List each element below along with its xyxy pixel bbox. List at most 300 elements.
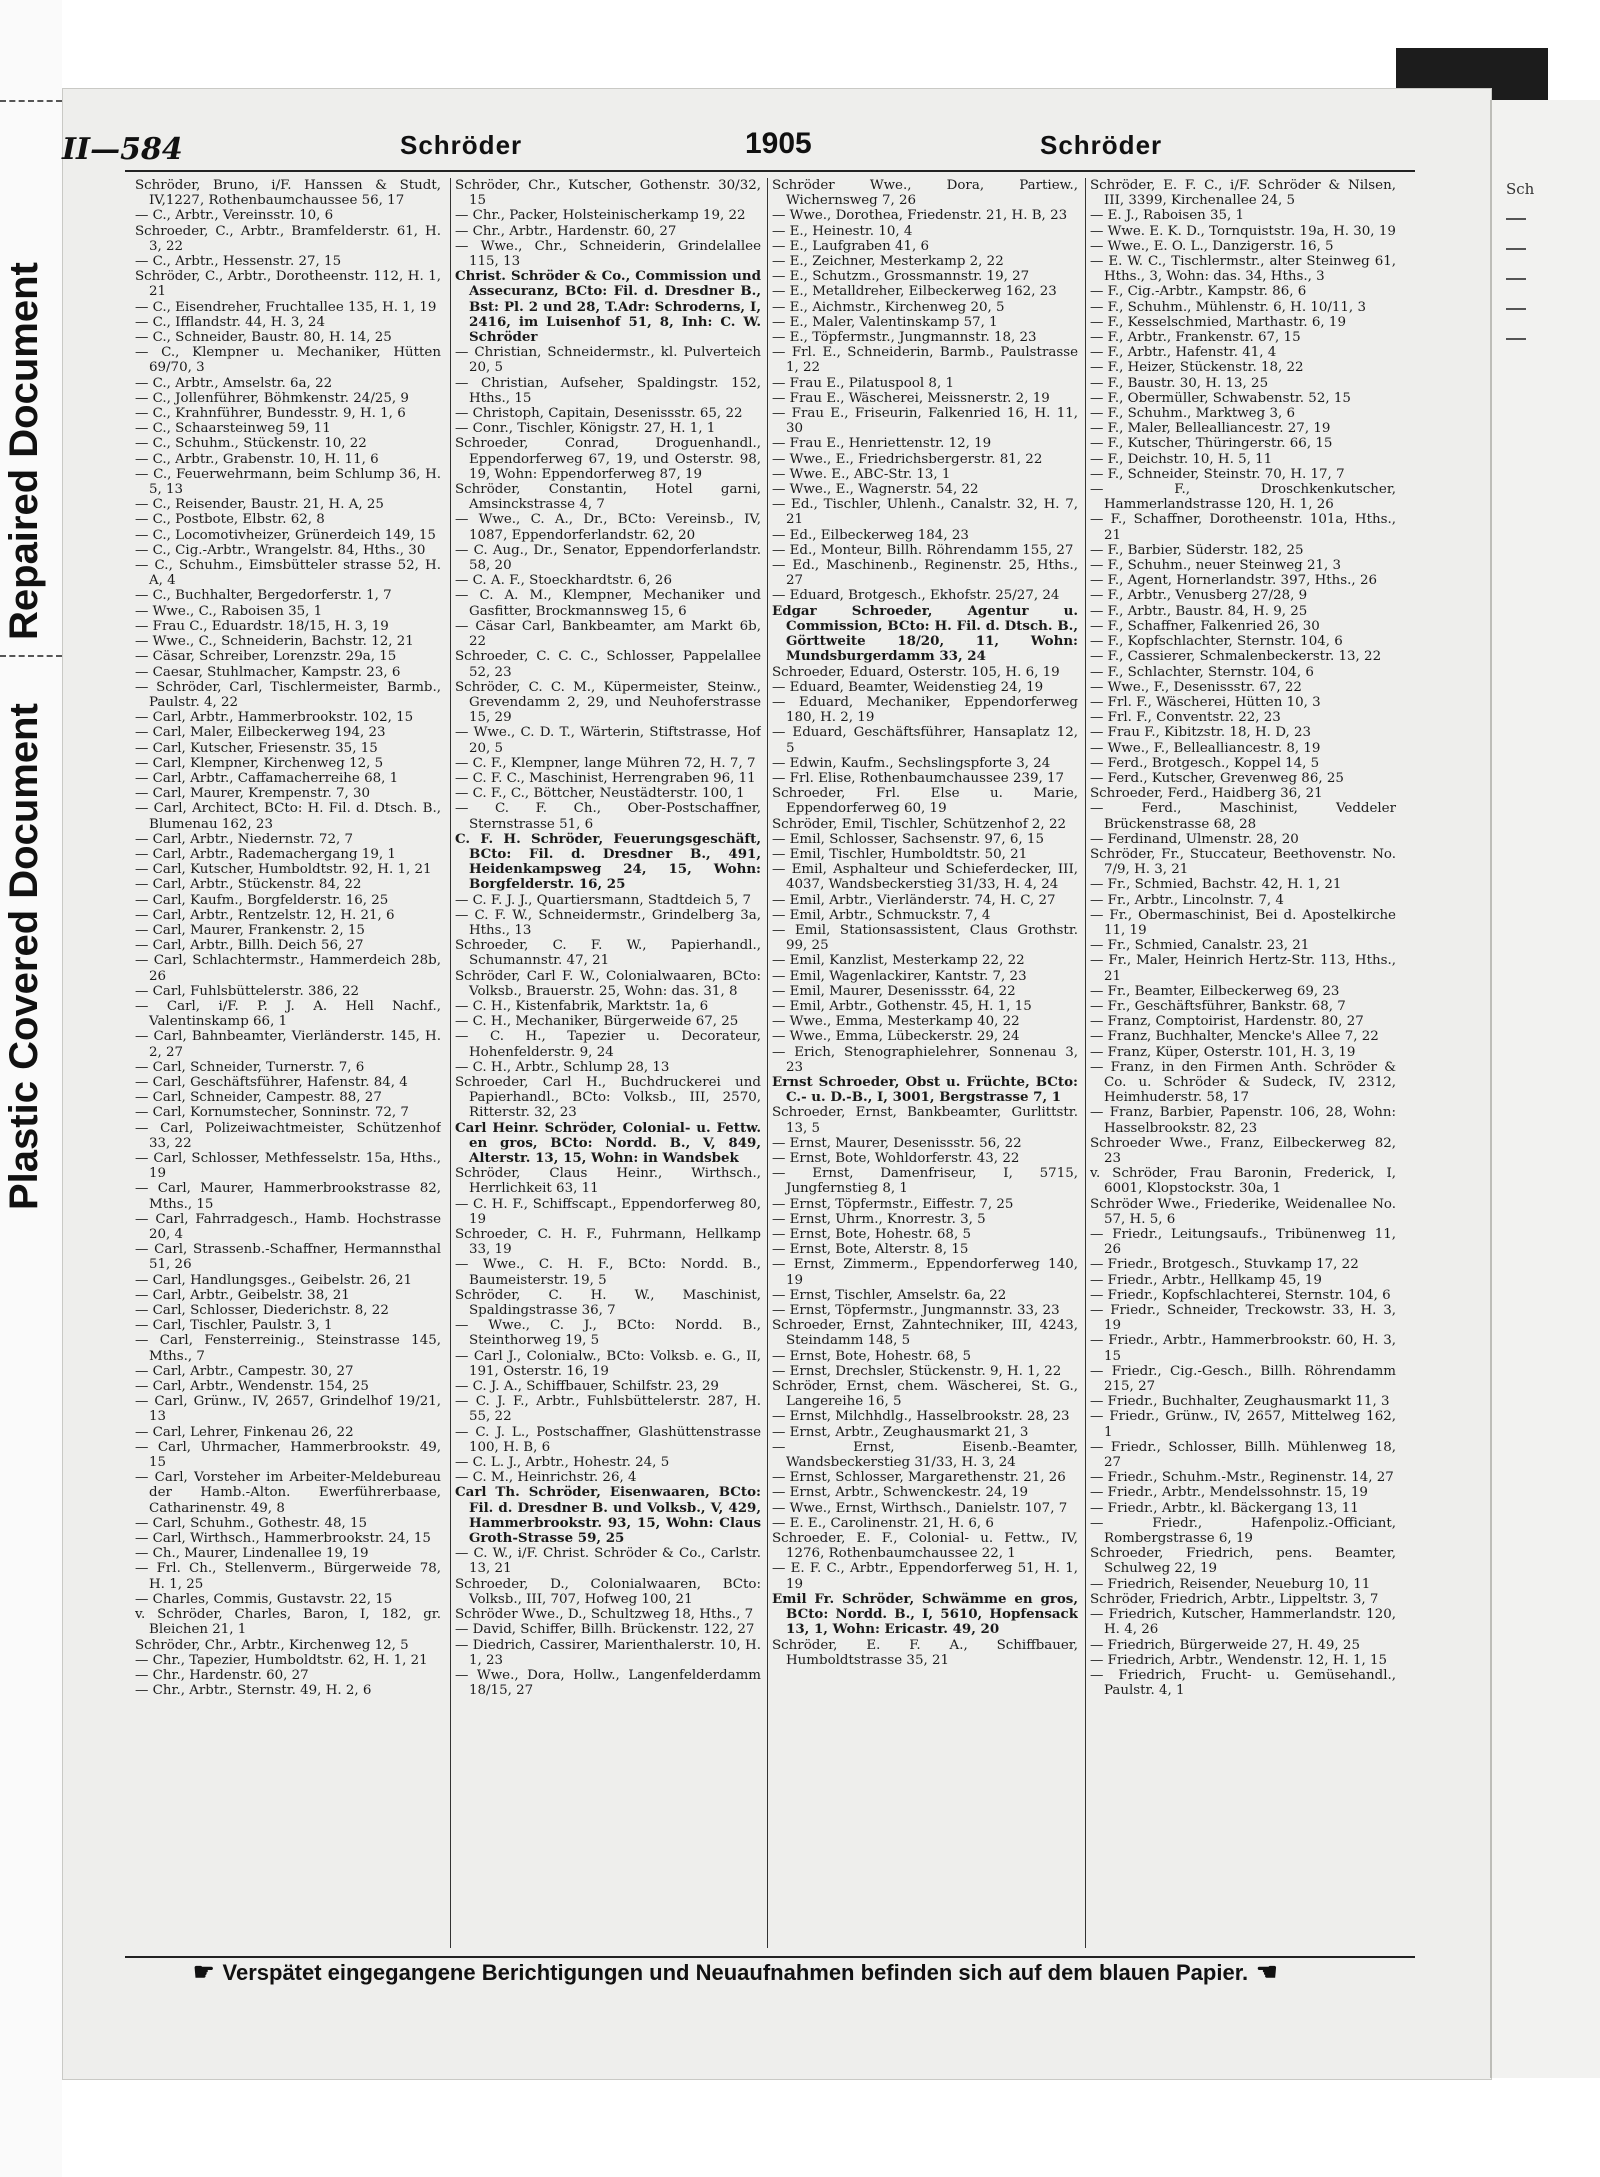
directory-entry: — Charles, Commis, Gustavstr. 22, 15 bbox=[135, 1591, 393, 1607]
directory-entry: — Schröder, Carl, Tischlermeister, Barmb., Paulstr. 4, 22 bbox=[135, 679, 441, 710]
directory-entry: — F., Droschkenkutscher, Hammerlandstrasse 120, H. 1, 26 bbox=[1090, 482, 1396, 513]
plastic-covered-document-label: Plastic Covered Document bbox=[2, 703, 46, 1210]
directory-entry: — Fr., Schmied, Canalstr. 23, 21 bbox=[1090, 938, 1310, 954]
directory-entry: Schröder, C. C. M., Küpermeister, Steinw., Grevendamm 2, 29, und Neuhoferstrasse 15, 29 bbox=[455, 679, 761, 726]
directory-entry: — Carl, Arbtr., Stückenstr. 84, 22 bbox=[135, 877, 362, 893]
directory-entry: — Wwe. E., ABC-Str. 13, 1 bbox=[772, 466, 951, 482]
directory-entry: — Franz, Comptoirist, Hardenstr. 80, 27 bbox=[1090, 1014, 1364, 1030]
directory-entry: — Emil, Arbtr., Gothenstr. 45, H. 1, 15 bbox=[772, 998, 1032, 1014]
directory-entry: — C., Jollenführer, Böhmkenstr. 24/25, 9 bbox=[135, 390, 409, 406]
repaired-document-label: Repaired Document bbox=[2, 262, 46, 640]
pointing-hand-icon: ☛ bbox=[193, 1959, 215, 1986]
directory-entry: — F., Schaffner, Falkenried 26, 30 bbox=[1090, 618, 1320, 634]
directory-entry: — Franz, Küper, Osterstr. 101, H. 3, 19 bbox=[1090, 1044, 1356, 1060]
directory-entry: — Edwin, Kaufm., Sechslingspforte 3, 24 bbox=[772, 755, 1051, 771]
directory-entry: — Chr., Hardenstr. 60, 27 bbox=[135, 1667, 309, 1683]
directory-entry: — Carl J., Colonialw., BCto: Volksb. e. G., II, 191, Osterstr. 16, 19 bbox=[455, 1348, 761, 1379]
directory-entry: — F., Arbtr., Hafenstr. 41, 4 bbox=[1090, 345, 1277, 361]
adjacent-page-dash bbox=[1506, 278, 1526, 280]
directory-entry: — Ferdinand, Ulmenstr. 28, 20 bbox=[1090, 831, 1299, 847]
directory-entry: — Ernst, Bote, Hohestr. 68, 5 bbox=[772, 1348, 971, 1364]
directory-entry: — Wwe., C., Raboisen 35, 1 bbox=[135, 603, 323, 619]
directory-entry: — C. F. C., Maschinist, Herrengraben 96, 11 bbox=[455, 770, 756, 786]
sidebar-dash-divider bbox=[0, 100, 62, 110]
directory-entry: — Carl, Schlachtermstr., Hammerdeich 28b, 26 bbox=[135, 953, 441, 984]
directory-entry: — Carl, Grünw., IV, 2657, Grindelhof 19/21, 13 bbox=[135, 1394, 441, 1425]
directory-entry: — Ernst, Zimmerm., Eppendorferweg 140, 19 bbox=[772, 1257, 1078, 1288]
directory-entry: — Ernst, Milchhdlg., Hasselbrookstr. 28, 23 bbox=[772, 1409, 1070, 1425]
directory-entry: — Friedrich, Frucht- u. Gemüsehandl., Paulstr. 4, 1 bbox=[1090, 1667, 1396, 1699]
directory-entry: — Wwe., F., Bellealliancestr. 8, 19 bbox=[1090, 740, 1321, 756]
directory-entry: — Ch., Maurer, Lindenallee 19, 19 bbox=[135, 1546, 369, 1562]
directory-entry: — Friedr., Hafenpoliz.-Officiant, Rombergstrasse 6, 19 bbox=[1090, 1515, 1396, 1547]
directory-entry: Schröder, Ernst, chem. Wäscherei, St. G., Langereihe 16, 5 bbox=[772, 1379, 1078, 1410]
directory-entry: — Wwe., E., Friedrichsbergerstr. 81, 22 bbox=[772, 451, 1043, 467]
directory-entry: — C. J. L., Postschaffner, Glashüttenstrasse 100, H. B, 6 bbox=[455, 1424, 761, 1455]
directory-entry: Schröder, Bruno, i/F. Hanssen & Studt, IV,1227, Rothenbaumchaussee 56, 17 bbox=[135, 178, 441, 209]
directory-entry: — Ernst, Drechsler, Stückenstr. 9, H. 1, 22 bbox=[772, 1363, 1062, 1379]
directory-entry: — Carl, Lehrer, Finkenau 26, 22 bbox=[135, 1424, 354, 1440]
directory-entry: — F., Kesselschmied, Marthastr. 6, 19 bbox=[1090, 314, 1346, 330]
directory-entry: — C., Arbtr., Hessenstr. 27, 15 bbox=[135, 254, 342, 270]
directory-entry: — Ernst, Maurer, Desenissstr. 56, 22 bbox=[772, 1135, 1022, 1151]
directory-entry: — Friedrich, Bürgerweide 27, H. 49, 25 bbox=[1090, 1637, 1360, 1653]
directory-entry: — Eduard, Brotgesch., Ekhofstr. 25/27, 24 bbox=[772, 588, 1060, 604]
directory-entry: — Wwe., C. J., BCto: Nordd. B., Steinthorweg 19, 5 bbox=[455, 1318, 761, 1349]
directory-entry: — Ed., Maschinenb., Reginenstr. 25, Hths., 27 bbox=[772, 558, 1078, 589]
directory-entry: Schröder Wwe., D., Schultzweg 18, Hths., 7 bbox=[455, 1607, 754, 1623]
directory-entry: — Friedr., Grünw., IV, 2657, Mittelweg 162, 1 bbox=[1090, 1409, 1396, 1440]
directory-entry: — Ed., Monteur, Billh. Röhrendamm 155, 27 bbox=[772, 542, 1074, 558]
directory-entry: v. Schröder, Frau Baronin, Frederick, I, 6001, Klopstockstr. 30a, 1 bbox=[1090, 1166, 1396, 1197]
directory-entry: — Friedr., Arbtr., Mendelssohnstr. 15, 19 bbox=[1090, 1485, 1368, 1501]
directory-entry: — Erich, Stenographielehrer, Sonnenau 3, 23 bbox=[772, 1044, 1078, 1075]
directory-entry: — E., Metalldreher, Eilbeckerweg 162, 23 bbox=[772, 284, 1057, 300]
directory-entry: Schroeder, D., Colonialwaaren, BCto: Volksb., III, 707, Hofweg 100, 21 bbox=[455, 1576, 761, 1607]
directory-entry: Schroeder Wwe., Franz, Eilbeckerweg 82, 23 bbox=[1090, 1135, 1396, 1166]
directory-entry: — Emil, Asphalteur und Schieferdecker, III, 4037, Wandsbeckerstieg 31/33, H. 4, 24 bbox=[772, 862, 1078, 893]
directory-entry: — C. M., Heinrichstr. 26, 4 bbox=[455, 1470, 637, 1486]
directory-entry: — Frau C., Eduardstr. 18/15, H. 3, 19 bbox=[135, 618, 389, 634]
directory-entry: — Emil, Maurer, Desenissstr. 64, 22 bbox=[772, 983, 1016, 999]
sidebar-dash-divider bbox=[0, 655, 62, 665]
directory-entry: Schröder, E. F. A., Schiffbauer, Humboldtstrasse 35, 21 bbox=[772, 1637, 1078, 1668]
directory-entry: v. Schröder, Charles, Baron, I, 182, gr. Bleichen 21, 1 bbox=[135, 1607, 441, 1638]
directory-entry: — Ernst, Tischler, Amselstr. 6a, 22 bbox=[772, 1287, 1007, 1303]
directory-entry: — Carl, Klempner, Kirchenweg 12, 5 bbox=[135, 755, 384, 771]
directory-entry: — Ernst, Bote, Wohldorferstr. 43, 22 bbox=[772, 1151, 1020, 1166]
directory-entry: — F., Schuhm., Mühlenstr. 6, H. 10/11, 3 bbox=[1090, 299, 1366, 315]
directory-entry: Christ. Schröder & Co., Commission und Assecuranz, BCto: Fil. d. Dresdner B., Bst: Pl. 2 und 28, T.Adr: Schroderns, I, 2416, im Luisenhof 51, 8, Inh: C. W. Schröder bbox=[455, 268, 761, 346]
directory-entry: Schröder, C. H. W., Maschinist, Spaldingstrasse 36, 7 bbox=[455, 1287, 761, 1319]
directory-entry: Schröder, Chr., Arbtr., Kirchenweg 12, 5 bbox=[135, 1637, 409, 1653]
directory-entry: — C., Schuhm., Stückenstr. 10, 22 bbox=[135, 436, 367, 452]
directory-entry: — Carl, Wirthsch., Hammerbrookstr. 24, 15 bbox=[135, 1531, 431, 1547]
directory-entry: — Franz, Barbier, Papenstr. 106, 28, Wohn: Hasselbrookstr. 82, 23 bbox=[1090, 1105, 1396, 1136]
directory-entry: — C. W., i/F. Christ. Schröder & Co., Carlstr. 13, 21 bbox=[455, 1546, 761, 1577]
header-rule bbox=[125, 170, 1415, 172]
directory-entry: Schröder, E. F. C., i/F. Schröder & Nilsen, III, 3399, Kirchenallee 24, 5 bbox=[1090, 178, 1396, 209]
directory-entry: Schroeder, Friedrich, pens. Beamter, Schulweg 22, 19 bbox=[1090, 1546, 1396, 1577]
directory-column-4 bbox=[1090, 178, 1396, 1948]
directory-entry: — Eduard, Geschäftsführer, Hansaplatz 12, 5 bbox=[772, 725, 1078, 756]
directory-entry: — Friedr., Brotgesch., Stuvkamp 17, 22 bbox=[1090, 1257, 1359, 1273]
directory-entry: — Christian, Schneidermstr., kl. Pulverteich 20, 5 bbox=[455, 345, 761, 376]
directory-entry: Schroeder, Ernst, Bankbeamter, Gurlittstr. 13, 5 bbox=[772, 1105, 1078, 1136]
directory-entry: — Carl, Schneider, Turnerstr. 7, 6 bbox=[135, 1059, 365, 1075]
directory-entry: — Wwe., Chr., Schneiderin, Grindelallee 115, 13 bbox=[455, 238, 761, 270]
directory-entry: — Carl, Arbtr., Rademachergang 19, 1 bbox=[135, 846, 396, 862]
directory-entry: — Carl, Maurer, Krempenstr. 7, 30 bbox=[135, 786, 371, 802]
directory-entry: — Frau E., Henriettenstr. 12, 19 bbox=[772, 436, 992, 452]
directory-entry: — F., Arbtr., Baustr. 84, H. 9, 25 bbox=[1090, 603, 1308, 619]
directory-entry: — David, Schiffer, Billh. Brückenstr. 122, 27 bbox=[455, 1622, 755, 1638]
directory-entry: — Friedr., Schuhm.-Mstr., Reginenstr. 14, 27 bbox=[1090, 1470, 1394, 1486]
directory-entry: — C., Arbtr., Vereinsstr. 10, 6 bbox=[135, 208, 334, 224]
directory-entry: — Wwe., Emma, Lübeckerstr. 29, 24 bbox=[772, 1029, 1020, 1045]
directory-entry: — Carl, Geschäftsführer, Hafenstr. 84, 4 bbox=[135, 1074, 408, 1090]
directory-entry: — Ed., Eilbeckerweg 184, 23 bbox=[772, 527, 969, 543]
directory-entry: — C., Krahnführer, Bundesstr. 9, H. 1, 6 bbox=[135, 406, 406, 422]
directory-entry: Schroeder, Eduard, Osterstr. 105, H. 6, 19 bbox=[772, 664, 1060, 680]
directory-entry: — C. F. W., Schneidermstr., Grindelberg 3a, Hths., 13 bbox=[455, 907, 761, 938]
directory-entry: — C. F., Klempner, lange Mühren 72, H. 7, 7 bbox=[455, 755, 756, 771]
directory-entry: — F., Barbier, Süderstr. 182, 25 bbox=[1090, 542, 1304, 558]
directory-entry: — Wwe., C. H. F., BCto: Nordd. B., Baumeisterstr. 19, 5 bbox=[455, 1257, 761, 1288]
directory-column-1 bbox=[135, 178, 441, 1948]
directory-entry: — Carl, Schneider, Campestr. 88, 27 bbox=[135, 1090, 382, 1106]
directory-entry: — Wwe., C. D. T., Wärterin, Stiftstrasse, Hof 20, 5 bbox=[455, 725, 761, 756]
directory-entry: — E., Heinestr. 10, 4 bbox=[772, 223, 913, 239]
directory-entry: — Wwe., E., Wagnerstr. 54, 22 bbox=[772, 482, 979, 498]
directory-entry: Schröder, Emil, Tischler, Schützenhof 2, 22 bbox=[772, 816, 1066, 832]
directory-entry: — Carl, Tischler, Paulstr. 3, 1 bbox=[135, 1318, 333, 1334]
directory-entry: Ernst Schroeder, Obst u. Früchte, BCto: C.- u. D.-B., I, 3001, Bergstrasse 7, 1 bbox=[772, 1073, 1078, 1106]
directory-entry: — Diedrich, Cassirer, Marienthalerstr. 10, H. 1, 23 bbox=[455, 1637, 761, 1668]
directory-entry: — F., Heizer, Stückenstr. 18, 22 bbox=[1090, 360, 1304, 376]
directory-entry: — C., Feuerwehrmann, beim Schlump 36, H. 5, 13 bbox=[135, 466, 441, 498]
footer-notice bbox=[185, 1958, 1415, 1987]
directory-entry: — C., Schuhm., Eimsbütteler strasse 52, H. A, 4 bbox=[135, 558, 441, 589]
directory-entry: — Chr., Tapezier, Humboldtstr. 62, H. 1, 21 bbox=[135, 1652, 428, 1668]
directory-entry: — Christoph, Capitain, Desenissstr. 65, 22 bbox=[455, 406, 743, 422]
directory-entry: — Wwe., F., Desenissstr. 67, 22 bbox=[1090, 679, 1302, 695]
directory-entry: — Ernst, Damenfriseur, I, 5715, Jungfernstieg 8, 1 bbox=[772, 1166, 1078, 1197]
directory-entry: — C. H. F., Schiffscapt., Eppendorferweg 80, 19 bbox=[455, 1196, 761, 1227]
directory-entry: — C., Klempner u. Mechaniker, Hütten 69/70, 3 bbox=[135, 345, 441, 376]
directory-entry: — Chr., Arbtr., Sternstr. 49, H. 2, 6 bbox=[135, 1683, 372, 1699]
directory-entry: — E., Aichmstr., Kirchenweg 20, 5 bbox=[772, 299, 1005, 315]
directory-entry: — C., Schaarsteinweg 59, 11 bbox=[135, 421, 331, 437]
directory-entry: — Frau E., Pilatuspool 8, 1 bbox=[772, 375, 954, 391]
directory-entry: Carl Heinr. Schröder, Colonial- u. Fettw. en gros, BCto: Nordd. B., V, 849, Alterstr. 13, 15, Wohn: in Wandsbek bbox=[455, 1119, 761, 1166]
directory-entry: — C., Eisendreher, Fruchtallee 135, H. 1, 19 bbox=[135, 299, 437, 315]
directory-entry: — Conr., Tischler, Königstr. 27, H. 1, 1 bbox=[455, 421, 716, 437]
adjacent-page-edge bbox=[1490, 100, 1600, 2078]
directory-entry: — Ernst, Eisenb.-Beamter, Wandsbeckerstieg 31/33, H. 3, 24 bbox=[772, 1439, 1078, 1471]
directory-entry: — Franz, Buchhalter, Mencke's Allee 7, 22 bbox=[1090, 1029, 1379, 1045]
directory-entry: — Wwe., Ernst, Wirthsch., Danielstr. 107, 7 bbox=[772, 1500, 1068, 1516]
directory-entry: — Friedr., Leitungsaufs., Tribünenweg 11, 26 bbox=[1090, 1227, 1396, 1258]
adjacent-page-dash bbox=[1506, 338, 1526, 340]
directory-entry: — Ferd., Brotgesch., Koppel 14, 5 bbox=[1090, 755, 1320, 771]
directory-entry: Schroeder, C. H. F., Fuhrmann, Hellkamp 33, 19 bbox=[455, 1227, 761, 1258]
directory-entry: Schröder, Constantin, Hotel garni, Amsinckstrasse 4, 7 bbox=[455, 482, 761, 513]
directory-entry: — Ernst, Bote, Hohestr. 68, 5 bbox=[772, 1227, 971, 1243]
column-rule bbox=[767, 178, 768, 1948]
directory-entry: Schröder, Carl F. W., Colonialwaaren, BCto: Volksb., Brauerstr. 25, Wohn: das. 31, 8 bbox=[455, 968, 761, 999]
directory-entry: — Carl, Fuhlsbüttelerstr. 386, 22 bbox=[135, 983, 360, 999]
directory-entry: — C. A. M., Klempner, Mechaniker und Gasfitter, Brockmannsweg 15, 6 bbox=[455, 588, 761, 619]
directory-entry: — Wwe., Dora, Hollw., Langenfelderdamm 18/15, 27 bbox=[455, 1667, 761, 1699]
directory-entry: — Eduard, Mechaniker, Eppendorferweg 180, H. 2, 19 bbox=[772, 694, 1078, 726]
directory-entry: — C. H., Kistenfabrik, Marktstr. 1a, 6 bbox=[455, 998, 709, 1014]
footer-notice-text: Verspätet eingegangene Berichtigungen und Neuaufnahmen befinden sich auf dem blauen Papier. bbox=[222, 1960, 1249, 1985]
directory-entry: — Carl, Arbtr., Niedernstr. 72, 7 bbox=[135, 831, 354, 847]
directory-entry: — Carl, Vorsteher im Arbeiter-Meldebureau der Hamb.-Alton. Ewerführerbaase, Catharinenstr. 49, 8 bbox=[135, 1470, 441, 1516]
directory-entry: — C., Arbtr., Grabenstr. 10, H. 11, 6 bbox=[135, 451, 379, 467]
directory-entry: — Emil, Tischler, Humboldtstr. 50, 21 bbox=[772, 846, 1028, 862]
directory-entry: — Ernst, Bote, Alterstr. 8, 15 bbox=[772, 1242, 969, 1258]
directory-entry: — Ernst, Arbtr., Schwenckestr. 24, 19 bbox=[772, 1485, 1029, 1501]
directory-entry: — Friedr., Arbtr., Hammerbrookstr. 60, H. 3, 15 bbox=[1090, 1333, 1396, 1364]
directory-entry: — Frl. Ch., Stellenverm., Bürgerweide 78, H. 1, 25 bbox=[135, 1561, 441, 1592]
directory-entry: Schröder, Friedrich, Arbtr., Lippeltstr. 3, 7 bbox=[1090, 1591, 1379, 1607]
directory-entry: — E. W. C., Tischlermstr., alter Steinweg 61, Hths., 3, Wohn: das. 34, Hths., 3 bbox=[1090, 254, 1396, 285]
directory-entry: Carl Th. Schröder, Eisenwaaren, BCto: Fil. d. Dresdner B. und Volksb., V, 429, Hammerbrookstr. 93, 15, Wohn: Claus Groth-Strasse 59, 25 bbox=[455, 1484, 761, 1547]
directory-entry: — Emil, Stationsassistent, Claus Grothstr. 99, 25 bbox=[772, 922, 1078, 954]
column-rule bbox=[1085, 178, 1086, 1948]
directory-entry: — Carl, Maurer, Hammerbrookstrasse 82, Mths., 15 bbox=[135, 1181, 441, 1212]
directory-entry: — Friedr., Cig.-Gesch., Billh. Röhrendamm 215, 27 bbox=[1090, 1363, 1396, 1395]
directory-entry: — Ernst, Arbtr., Zeughausmarkt 21, 3 bbox=[772, 1424, 1029, 1440]
directory-entry: — Carl, Schuhm., Gothestr. 48, 15 bbox=[135, 1515, 368, 1531]
directory-entry: — E., Töpfermstr., Jungmannstr. 18, 23 bbox=[772, 330, 1037, 346]
directory-entry: — Friedrich, Arbtr., Wendenstr. 12, H. 1, 15 bbox=[1090, 1652, 1388, 1668]
directory-entry: — E. F. C., Arbtr., Eppendorferweg 51, H. 1, 19 bbox=[772, 1561, 1078, 1592]
directory-entry: — F., Kutscher, Thüringerstr. 66, 15 bbox=[1090, 436, 1333, 452]
directory-entry: — C. H., Tapezier u. Decorateur, Hohenfelderstr. 9, 24 bbox=[455, 1029, 761, 1060]
directory-entry: — C. L. J., Arbtr., Hohestr. 24, 5 bbox=[455, 1455, 670, 1471]
directory-entry: — Carl, Schlosser, Diederichstr. 8, 22 bbox=[135, 1303, 389, 1319]
adjacent-page-dash bbox=[1506, 218, 1526, 220]
directory-entry: — Wwe., C. A., Dr., BCto: Vereinsb., IV, 1087, Eppendorferlandstr. 62, 20 bbox=[455, 512, 761, 543]
directory-entry: — C. H., Arbtr., Schlump 28, 13 bbox=[455, 1059, 670, 1075]
directory-entry: — F., Arbtr., Frankenstr. 67, 15 bbox=[1090, 330, 1301, 346]
directory-entry: — Carl, Maurer, Frankenstr. 2, 15 bbox=[135, 922, 365, 938]
directory-entry: — Frl. E., Schneiderin, Barmb., Paulstrasse 1, 22 bbox=[772, 345, 1078, 376]
directory-entry: Emil Fr. Schröder, Schwämme en gros, BCto: Nordd. B., I, 5610, Hopfensack 13, 1, Wohn: Ericastr. 49, 20 bbox=[772, 1590, 1078, 1638]
directory-entry: Schröder, C., Arbtr., Dorotheenstr. 112, H. 1, 21 bbox=[135, 269, 441, 300]
directory-entry: — C., Schneider, Baustr. 80, H. 14, 25 bbox=[135, 330, 392, 346]
directory-entry: — Wwe., Emma, Mesterkamp 40, 22 bbox=[772, 1014, 1020, 1030]
directory-entry: Schröder, Fr., Stuccateur, Beethovenstr. No. 7/9, H. 3, 21 bbox=[1090, 846, 1396, 878]
directory-entry: C. F. H. Schröder, Feuerungsgeschäft, BCto: Fil. d. Dresdner B., 491, Heidenkampsweg 24, 15, Wohn: Borgfelderstr. 16, 25 bbox=[455, 830, 761, 893]
directory-entry: — Carl, Arbtr., Hammerbrookstr. 102, 15 bbox=[135, 710, 414, 726]
directory-entry: — Carl, Polizeiwachtmeister, Schützenhof 33, 22 bbox=[135, 1120, 441, 1151]
directory-entry: — C., Cig.-Arbtr., Wrangelstr. 84, Hths., 30 bbox=[135, 542, 426, 558]
directory-entry: — F., Schuhm., neuer Steinweg 21, 3 bbox=[1090, 558, 1342, 574]
directory-entry: — F., Deichstr. 10, H. 5, 11 bbox=[1090, 451, 1273, 467]
directory-entry: — Carl, Arbtr., Campestr. 30, 27 bbox=[135, 1363, 354, 1379]
directory-entry: — Frl. Elise, Rothenbaumchaussee 239, 17 bbox=[772, 770, 1065, 786]
directory-entry: Schroeder, Ferd., Haidberg 36, 21 bbox=[1090, 786, 1323, 802]
directory-entry: — F., Obermüller, Schwabenstr. 52, 15 bbox=[1090, 390, 1351, 406]
directory-entry: — Carl, Kaufm., Borgfelderstr. 16, 25 bbox=[135, 892, 389, 908]
directory-entry: — F., Schuhm., Marktweg 3, 6 bbox=[1090, 406, 1295, 422]
directory-entry: — Fr., Arbtr., Lincolnstr. 7, 4 bbox=[1090, 892, 1284, 908]
directory-entry: Schröder, Chr., Kutscher, Gothenstr. 30/32, 15 bbox=[455, 178, 761, 209]
directory-entry: — E. J., Raboisen 35, 1 bbox=[1090, 208, 1245, 224]
directory-entry: — Carl, Kutscher, Humboldtstr. 92, H. 1, 21 bbox=[135, 862, 432, 878]
directory-entry: — Carl, Fensterreinig., Steinstrasse 145, Mths., 7 bbox=[135, 1333, 441, 1364]
directory-entry: — F., Arbtr., Venusberg 27/28, 9 bbox=[1090, 588, 1308, 604]
directory-entry: — F., Schneider, Steinstr. 70, H. 17, 7 bbox=[1090, 466, 1345, 482]
directory-entry: — Wwe. E. K. D., Tornquiststr. 19a, H. 30, 19 bbox=[1090, 223, 1396, 239]
directory-entry: — Emil, Wagenlackirer, Kantstr. 7, 23 bbox=[772, 968, 1027, 984]
directory-entry: — Carl, Strassenb.-Schaffner, Hermannsthal 51, 26 bbox=[135, 1242, 441, 1273]
directory-entry: — Ernst, Uhrm., Knorrestr. 3, 5 bbox=[772, 1211, 986, 1227]
directory-entry: — Fr., Beamter, Eilbeckerweg 69, 23 bbox=[1090, 983, 1340, 999]
directory-entry: — E., Maler, Valentinskamp 57, 1 bbox=[772, 314, 998, 330]
directory-entry: — Carl, Arbtr., Caffamacherreihe 68, 1 bbox=[135, 770, 399, 786]
directory-entry: — Chr., Arbtr., Hardenstr. 60, 27 bbox=[455, 223, 677, 239]
directory-entry: — F., Baustr. 30, H. 13, 25 bbox=[1090, 375, 1269, 391]
directory-entry: — C. J. A., Schiffbauer, Schilfstr. 23, 29 bbox=[455, 1379, 719, 1395]
directory-entry: — Carl, Maler, Eilbeckerweg 194, 23 bbox=[135, 725, 386, 741]
running-head-year: 1905 bbox=[745, 127, 812, 160]
directory-entry: — Caesar, Stuhlmacher, Kampstr. 23, 6 bbox=[135, 664, 401, 680]
directory-entry: — C. Aug., Dr., Senator, Eppendorferlandstr. 58, 20 bbox=[455, 542, 761, 574]
directory-entry: — Ed., Tischler, Uhlenh., Canalstr. 32, H. 7, 21 bbox=[772, 497, 1078, 528]
directory-entry: — Emil, Schlosser, Sachsenstr. 97, 6, 15 bbox=[772, 831, 1044, 847]
directory-entry: — F., Cassierer, Schmalenbeckerstr. 13, 22 bbox=[1090, 649, 1382, 665]
directory-entry: — Carl, Schlosser, Methfesselstr. 15a, Hths., 19 bbox=[135, 1151, 441, 1182]
directory-entry: — F., Maler, Bellealliancestr. 27, 19 bbox=[1090, 421, 1331, 437]
directory-entry: — C., Arbtr., Amselstr. 6a, 22 bbox=[135, 375, 333, 391]
directory-entry: — F., Cig.-Arbtr., Kampstr. 86, 6 bbox=[1090, 284, 1307, 300]
directory-entry: — Carl, Architect, BCto: H. Fil. d. Dtsch. B., Blumenau 162, 23 bbox=[135, 801, 441, 832]
directory-entry: — Chr., Packer, Holsteinischerkamp 19, 22 bbox=[455, 208, 746, 224]
pointing-hand-icon: ☚ bbox=[1256, 1959, 1278, 1986]
directory-entry: — Carl, Handlungsges., Geibelstr. 26, 21 bbox=[135, 1272, 413, 1288]
directory-entry: Schröder Wwe., Friederike, Weidenallee No. 57, H. 5, 6 bbox=[1090, 1196, 1396, 1227]
directory-entry: — C. F., C., Böttcher, Neustädterstr. 100, 1 bbox=[455, 786, 745, 802]
running-head-left: Schröder bbox=[400, 130, 523, 160]
adjacent-page-dash bbox=[1506, 248, 1526, 250]
adjacent-page-fragment: Sch bbox=[1506, 180, 1535, 198]
directory-entry: — Carl, i/F. P. J. A. Hell Nachf., Valentinskamp 66, 1 bbox=[135, 998, 441, 1030]
directory-entry: — Fr., Obermaschinist, Bei d. Apostelkirche 11, 19 bbox=[1090, 907, 1396, 938]
directory-entry: — F., Kopfschlachter, Sternstr. 104, 6 bbox=[1090, 634, 1343, 650]
directory-entry: — C., Ifflandstr. 44, H. 3, 24 bbox=[135, 314, 325, 330]
directory-entry: — C. F. J. J., Quartiersmann, Stadtdeich 5, 7 bbox=[455, 892, 752, 908]
page-number: II—584 bbox=[62, 132, 183, 167]
directory-entry: — Friedr., Schlosser, Billh. Mühlenweg 18, 27 bbox=[1090, 1439, 1396, 1471]
directory-entry: — Frau F., Kibitzstr. 18, H. D, 23 bbox=[1090, 725, 1312, 741]
directory-entry: — Fr., Geschäftsführer, Bankstr. 68, 7 bbox=[1090, 998, 1346, 1014]
directory-entry: Schroeder, C., Arbtr., Bramfelderstr. 61, H. 3, 22 bbox=[135, 223, 441, 254]
directory-entry: — Friedr., Schneider, Treckowstr. 33, H. 3, 19 bbox=[1090, 1303, 1396, 1334]
directory-entry: — F., Schaffner, Dorotheenstr. 101a, Hths., 21 bbox=[1090, 512, 1396, 543]
directory-entry: Schroeder, E. F., Colonial- u. Fettw., IV, 1276, Rothenbaumchaussee 22, 1 bbox=[772, 1531, 1078, 1562]
directory-entry: Schroeder, Frl. Else u. Marie, Eppendorferweg 60, 19 bbox=[772, 786, 1078, 817]
directory-entry: — Frau E., Wäscherei, Meissnerstr. 2, 19 bbox=[772, 390, 1050, 406]
directory-entry: — Fr., Schmied, Bachstr. 42, H. 1, 21 bbox=[1090, 877, 1342, 893]
directory-entry: Schroeder, Carl H., Buchdruckerei und Papierhandl., BCto: Volksb., III, 2570, Ritterstr. 32, 23 bbox=[455, 1074, 761, 1121]
directory-entry: Schröder Wwe., Dora, Partiew., Wichernsweg 7, 26 bbox=[772, 178, 1078, 209]
document-status-sidebar bbox=[0, 0, 62, 2177]
directory-entry: — Frau E., Friseurin, Falkenried 16, H. 11, 30 bbox=[772, 406, 1078, 437]
directory-entry: — Friedr., Kopfschlachterei, Sternstr. 104, 6 bbox=[1090, 1287, 1391, 1303]
directory-entry: — Carl, Arbtr., Billh. Deich 56, 27 bbox=[135, 938, 364, 954]
directory-entry: — Carl, Arbtr., Rentzelstr. 12, H. 21, 6 bbox=[135, 907, 395, 923]
directory-column-2 bbox=[455, 178, 761, 1948]
directory-entry: Schroeder, C. C. C., Schlosser, Pappelallee 52, 23 bbox=[455, 649, 761, 680]
directory-entry: — E., Laufgraben 41, 6 bbox=[772, 238, 930, 254]
running-head-right: Schröder bbox=[1040, 130, 1163, 160]
directory-entry: — F., Agent, Hornerlandstr. 397, Hths., 26 bbox=[1090, 573, 1377, 589]
directory-entry: — C. J. F., Arbtr., Fuhlsbüttelerstr. 287, H. 55, 22 bbox=[455, 1394, 761, 1425]
directory-entry: Schröder, Claus Heinr., Wirthsch., Herrlichkeit 63, 11 bbox=[455, 1166, 761, 1197]
directory-entry: — Cäsar, Schreiber, Lorenzstr. 29a, 15 bbox=[135, 649, 397, 665]
directory-entry: Schroeder, Ernst, Zahntechniker, III, 4243, Steindamm 148, 5 bbox=[772, 1318, 1078, 1349]
directory-entry: — Frl. F., Conventstr. 22, 23 bbox=[1090, 710, 1281, 726]
directory-entry: — C., Postbote, Elbstr. 62, 8 bbox=[135, 512, 325, 528]
directory-entry: — Ferd., Kutscher, Grevenweg 86, 25 bbox=[1090, 770, 1344, 786]
directory-entry: — Carl, Kutscher, Friesenstr. 35, 15 bbox=[135, 740, 378, 756]
directory-entry: — F., Schlachter, Sternstr. 104, 6 bbox=[1090, 664, 1314, 680]
directory-entry: — Ernst, Töpfermstr., Jungmannstr. 33, 23 bbox=[772, 1303, 1060, 1319]
directory-entry: Schroeder, C. F. W., Papierhandl., Schumannstr. 47, 21 bbox=[455, 938, 761, 969]
directory-entry: — Friedr., Buchhalter, Zeughausmarkt 11, 3 bbox=[1090, 1394, 1390, 1410]
directory-entry: — Frl. F., Wäscherei, Hütten 10, 3 bbox=[1090, 694, 1321, 710]
directory-entry: — Carl, Arbtr., Geibelstr. 38, 21 bbox=[135, 1287, 350, 1303]
directory-entry: — Friedrich, Reisender, Neueburg 10, 11 bbox=[1090, 1576, 1371, 1592]
directory-entry: — Wwe., Dorothea, Friedenstr. 21, H. B, 23 bbox=[772, 208, 1068, 224]
directory-entry: — Emil, Arbtr., Vierländerstr. 74, H. C, 27 bbox=[772, 892, 1056, 908]
directory-entry: — C. F. Ch., Ober-Postschaffner, Sternstrasse 51, 6 bbox=[455, 801, 761, 832]
directory-entry: — Friedrich, Kutscher, Hammerlandstr. 120, H. 4, 26 bbox=[1090, 1607, 1396, 1638]
directory-entry: — Fr., Maler, Heinrich Hertz-Str. 113, Hths., 21 bbox=[1090, 953, 1396, 984]
directory-entry: — Friedr., Arbtr., Hellkamp 45, 19 bbox=[1090, 1272, 1322, 1288]
directory-entry: — Carl, Uhrmacher, Hammerbrookstr. 49, 15 bbox=[135, 1439, 441, 1471]
directory-entry: — Friedr., Arbtr., kl. Bäckergang 13, 11 bbox=[1090, 1500, 1359, 1516]
directory-entry: Schroeder, Conrad, Droguenhandl., Eppendorferweg 67, 19, und Osterstr. 98, 19, Wohn: Eppendorferweg 87, 19 bbox=[455, 436, 761, 482]
directory-entry: — C., Buchhalter, Bergedorferstr. 1, 7 bbox=[135, 588, 392, 604]
directory-entry: — C. A. F., Stoeckhardtstr. 6, 26 bbox=[455, 573, 672, 589]
directory-entry: — Wwe., E. O. L., Danzigerstr. 16, 5 bbox=[1090, 238, 1334, 254]
directory-column-3 bbox=[772, 178, 1078, 1948]
directory-entry: — Carl, Fahrradgesch., Hamb. Hochstrasse 20, 4 bbox=[135, 1211, 441, 1243]
directory-entry: — Emil, Arbtr., Schmuckstr. 7, 4 bbox=[772, 907, 991, 923]
directory-entry: — Ernst, Schlosser, Margarethenstr. 21, 26 bbox=[772, 1470, 1066, 1486]
directory-entry: — Wwe., C., Schneiderin, Bachstr. 12, 21 bbox=[135, 634, 414, 650]
directory-entry: — Eduard, Beamter, Weidenstieg 24, 19 bbox=[772, 679, 1044, 695]
directory-entry: — Carl, Arbtr., Wendenstr. 154, 25 bbox=[135, 1379, 369, 1395]
directory-entry: — E. E., Carolinenstr. 21, H. 6, 6 bbox=[772, 1515, 994, 1531]
directory-entry: — Christian, Aufseher, Spaldingstr. 152, Hths., 15 bbox=[455, 375, 761, 406]
directory-entry: — Cäsar Carl, Bankbeamter, am Markt 6b, 22 bbox=[455, 618, 761, 650]
directory-entry: — Ferd., Maschinist, Veddeler Brückenstrasse 68, 28 bbox=[1090, 801, 1396, 832]
directory-entry: — Franz, in den Firmen Anth. Schröder & Co. u. Schröder & Sudeck, IV, 2312, Heimhuderstr. 58, 17 bbox=[1090, 1059, 1396, 1106]
directory-entry: — Emil, Kanzlist, Mesterkamp 22, 22 bbox=[772, 953, 1025, 969]
directory-entry: — E., Zeichner, Mesterkamp 2, 22 bbox=[772, 254, 1004, 270]
directory-entry: — Ernst, Töpfermstr., Eiffestr. 7, 25 bbox=[772, 1196, 1014, 1212]
directory-entry: — E., Schutzm., Grossmannstr. 19, 27 bbox=[772, 269, 1030, 285]
directory-entry: — C. H., Mechaniker, Bürgerweide 67, 25 bbox=[455, 1014, 739, 1030]
directory-entry: — C., Reisender, Baustr. 21, H. A, 25 bbox=[135, 497, 384, 513]
